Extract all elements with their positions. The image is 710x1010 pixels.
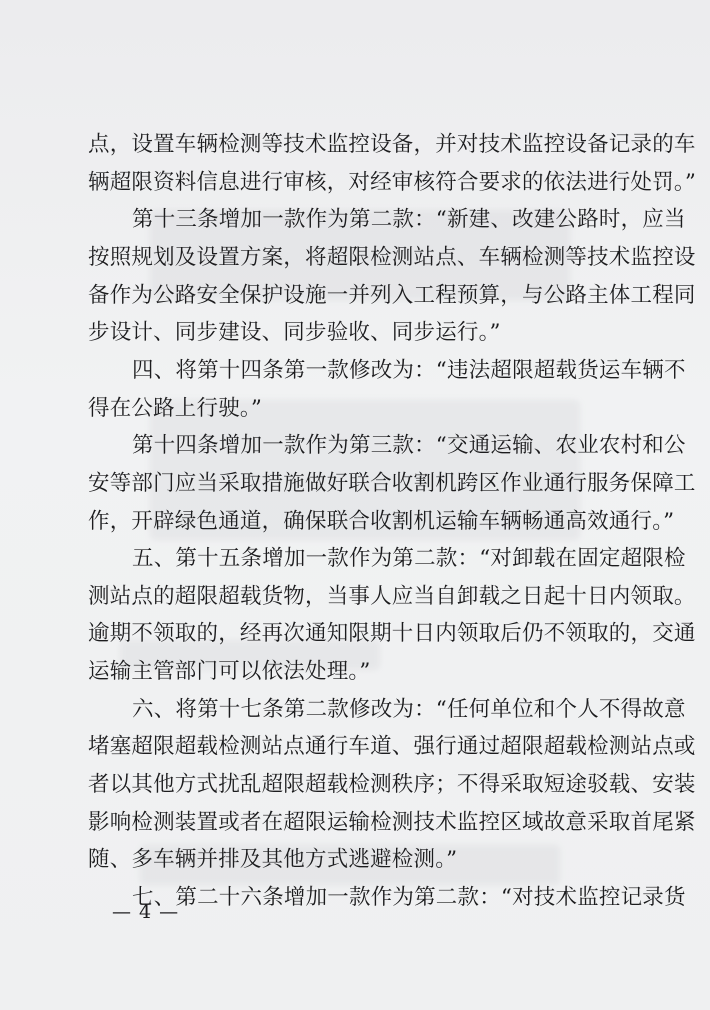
text-line: 第十三条增加一款作为第二款：“新建、改建公路时，应当 [132,207,686,232]
text-line: 按照规划及设置方案，将超限检测站点、车辆检测等技术监控设 [88,245,696,270]
text-line: 测站点的超限超载货物，当事人应当自卸载之日起十日内领取。 [88,584,696,609]
text-line: 四、将第十四条第一款修改为：“违法超限超载货运车辆不 [132,358,686,383]
text-line: 备作为公路安全保护设施一并列入工程预算，与公路主体工程同 [88,283,696,308]
text-line: 作，开辟绿色通道，确保联合收割机运输车辆畅通高效通行。” [88,509,675,534]
text-line: 五、第十五条增加一款作为第二款：“对卸载在固定超限检 [132,546,686,571]
text-line: 安等部门应当采取措施做好联合收割机跨区作业通行服务保障工 [88,471,696,496]
text-line: 者以其他方式扰乱超限超载检测秩序；不得采取短途驳载、安装 [88,772,696,797]
text-line: 第十四条增加一款作为第三款：“交通运输、农业农村和公 [132,433,686,458]
text-line: 七、第二十六条增加一款作为第二款：“对技术监控记录货 [132,885,686,910]
text-line: 逾期不领取的，经再次通知限期十日内领取后仍不领取的，交通 [88,621,696,646]
text-line: 辆超限资料信息进行审核，对经审核符合要求的依法进行处罚。” [88,170,697,195]
text-line: 得在公路上行驶。” [88,396,263,421]
text-line: 运输主管部门可以依法处理。” [88,659,371,684]
text-line: 步设计、同步建设、同步验收、同步运行。” [88,320,501,345]
text-line: 影响检测装置或者在超限运输检测技术监控区域故意采取首尾紧 [88,810,696,835]
page-number: — 4 — [112,901,180,923]
text-line: 堵塞超限超载检测站点通行车道、强行通过超限超载检测站点或 [88,734,696,759]
text-line: 点，设置车辆检测等技术监控设备，并对技术监控设备记录的车 [88,132,696,157]
text-line: 六、将第十七条第二款修改为：“任何单位和个人不得故意 [132,697,686,722]
text-line: 随、多车辆并排及其他方式逃避检测。” [88,847,458,872]
